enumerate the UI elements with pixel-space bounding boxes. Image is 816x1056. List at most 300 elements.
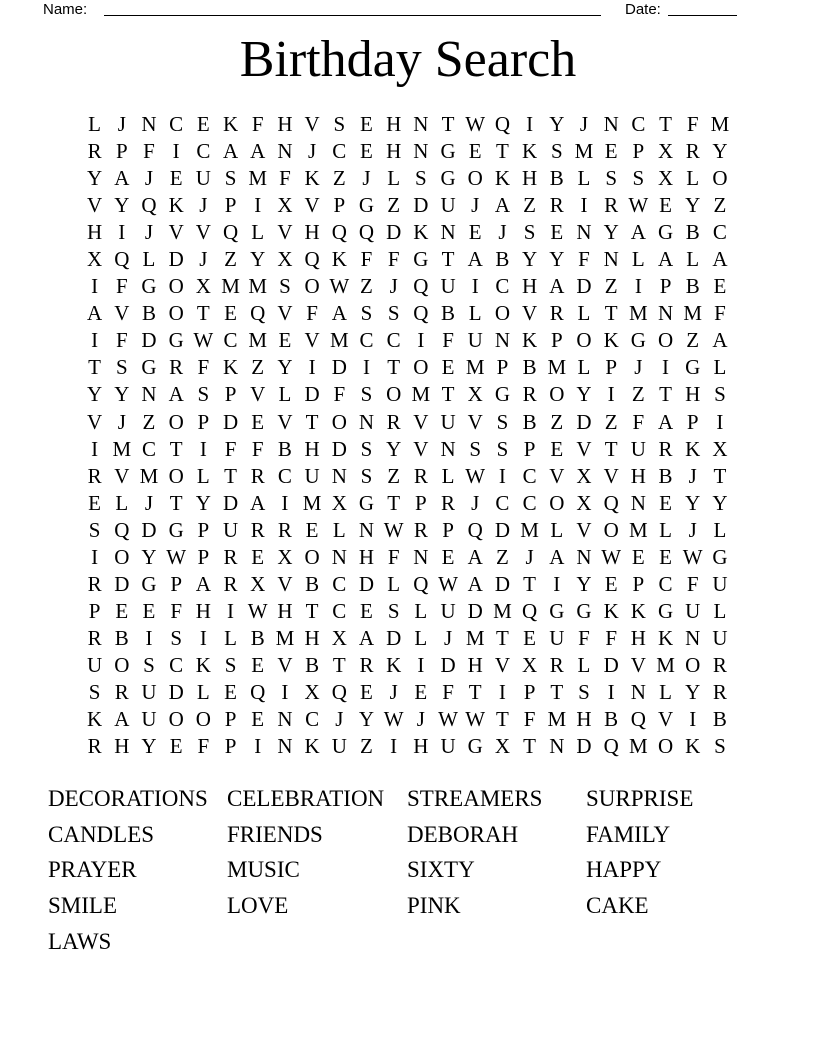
- grid-letter: R: [223, 571, 238, 596]
- grid-letter: L: [251, 220, 265, 245]
- grid-letter: L: [686, 247, 700, 272]
- grid-letter: Q: [114, 517, 130, 542]
- grid-letter: D: [576, 734, 592, 759]
- grid-letter: M: [629, 517, 648, 542]
- grid-letter: X: [304, 680, 320, 704]
- grid-letter: E: [196, 112, 210, 137]
- grid-letter: L: [577, 652, 591, 677]
- grid-letter: F: [279, 166, 291, 191]
- grid-letter: P: [197, 517, 210, 542]
- grid-letter: Y: [685, 490, 701, 515]
- grid-letter: N: [494, 328, 510, 353]
- grid-letter: V: [603, 463, 619, 488]
- word-item: STREAMERS: [407, 786, 543, 811]
- grid-letter: J: [579, 112, 589, 137]
- grid-letter: L: [686, 166, 700, 191]
- grid-letter: Y: [141, 734, 157, 759]
- word-item: PINK: [407, 893, 461, 919]
- grid-letter: D: [168, 247, 184, 272]
- grid-letter: S: [224, 166, 237, 191]
- grid-letter: I: [91, 544, 99, 569]
- grid-letter: W: [601, 544, 622, 569]
- grid-letter: R: [413, 463, 428, 488]
- grid-letter: N: [440, 436, 456, 461]
- grid-letter: S: [115, 355, 128, 380]
- grid-letter: A: [250, 139, 266, 164]
- grid-letter: Q: [522, 598, 538, 623]
- grid-letter: N: [141, 382, 157, 407]
- grid-letter: B: [712, 707, 727, 732]
- grid-letter: Y: [549, 247, 565, 272]
- grid-letter: Q: [331, 680, 347, 704]
- grid-letter: Z: [360, 274, 373, 299]
- grid-letter: G: [358, 490, 375, 515]
- grid-letter: O: [494, 301, 510, 326]
- grid-letter: A: [358, 625, 375, 650]
- grid-letter: C: [386, 328, 401, 353]
- grid-letter: M: [629, 301, 648, 326]
- grid-letter: N: [549, 734, 565, 759]
- grid-letter: H: [413, 734, 429, 759]
- grid-letter: A: [87, 301, 103, 326]
- grid-letter: M: [547, 355, 567, 380]
- grid-letter: O: [549, 382, 565, 407]
- grid-letter: N: [277, 707, 293, 732]
- grid-letter: M: [139, 463, 159, 488]
- grid-letter: N: [440, 220, 456, 245]
- grid-letter: P: [224, 707, 237, 732]
- grid-letter: H: [358, 544, 375, 569]
- grid-letter: D: [494, 517, 510, 542]
- grid-letter: C: [141, 436, 156, 461]
- word-list-column: [227, 781, 384, 924]
- grid-letter: Q: [304, 247, 320, 272]
- grid-letter: Z: [550, 409, 564, 434]
- grid-letter: G: [141, 355, 157, 380]
- grid-letter: B: [495, 247, 510, 272]
- grid-letter: Q: [494, 112, 510, 137]
- grid-letter: B: [549, 166, 564, 191]
- grid-letter: T: [169, 436, 183, 461]
- grid-letter: F: [115, 274, 128, 299]
- grid-letter: B: [522, 355, 537, 380]
- grid-letter: T: [604, 436, 618, 461]
- grid-letter: P: [496, 355, 509, 380]
- grid-letter: M: [248, 166, 268, 191]
- grid-letter: D: [576, 409, 592, 434]
- grid-letter: Y: [386, 436, 402, 461]
- grid-letter: A: [331, 301, 347, 326]
- grid-letter: Q: [222, 220, 239, 245]
- word-item: MUSIC: [227, 857, 300, 883]
- grid-letter: J: [525, 544, 534, 569]
- grid-letter: A: [712, 328, 728, 353]
- grid-letter: Y: [250, 247, 266, 272]
- grid-letter: W: [329, 274, 350, 299]
- grid-letter: G: [630, 328, 646, 353]
- grid-letter: Y: [522, 247, 538, 272]
- grid-letter: K: [603, 598, 619, 623]
- grid-letter: O: [304, 274, 320, 299]
- grid-letter: L: [278, 382, 292, 407]
- grid-letter: C: [169, 652, 184, 677]
- grid-letter: R: [712, 680, 727, 704]
- grid-letter: W: [465, 707, 486, 732]
- grid-letter: L: [713, 598, 727, 623]
- grid-letter: F: [333, 382, 346, 407]
- grid-letter: Z: [142, 409, 156, 434]
- grid-letter: L: [414, 625, 428, 650]
- grid-letter: A: [114, 166, 130, 191]
- grid-letter: K: [195, 652, 211, 677]
- grid-letter: N: [331, 544, 347, 569]
- grid-letter: P: [605, 355, 617, 380]
- grid-letter: L: [115, 490, 129, 515]
- grid-letter: V: [277, 652, 293, 677]
- grid-letter: F: [387, 544, 400, 569]
- grid-letter: T: [332, 652, 346, 677]
- grid-letter: C: [712, 220, 727, 245]
- grid-letter: P: [170, 571, 182, 596]
- grid-letter: I: [91, 328, 99, 353]
- grid-letter: C: [495, 490, 510, 515]
- grid-letter: E: [251, 707, 265, 732]
- grid-letter: F: [686, 112, 699, 137]
- grid-letter: K: [522, 328, 538, 353]
- grid-letter: F: [143, 139, 155, 164]
- grid-letter: W: [438, 707, 458, 732]
- grid-letter: S: [88, 680, 101, 704]
- grid-letter: G: [549, 598, 565, 623]
- grid-letter: D: [413, 193, 429, 218]
- grid-letter: W: [628, 193, 649, 218]
- grid-letter: D: [440, 652, 456, 677]
- grid-letter: R: [169, 355, 184, 380]
- grid-letter: R: [359, 652, 374, 677]
- grid-letter: T: [659, 112, 672, 137]
- grid-letter: I: [199, 436, 207, 461]
- word-item: LAWS: [48, 928, 112, 954]
- grid-letter: N: [413, 139, 429, 164]
- grid-letter: K: [222, 112, 239, 137]
- grid-letter: Q: [413, 301, 429, 326]
- grid-letter: R: [549, 652, 564, 677]
- grid-letter: V: [195, 220, 211, 245]
- grid-letter: I: [172, 139, 180, 164]
- grid-letter: T: [523, 734, 536, 759]
- grid-letter: E: [169, 166, 183, 191]
- grid-letter: W: [465, 463, 486, 488]
- grid-letter: L: [659, 680, 672, 704]
- grid-letter: K: [386, 652, 402, 677]
- grid-letter: Z: [332, 166, 346, 191]
- grid-letter: H: [277, 112, 293, 137]
- grid-letter: U: [331, 734, 347, 759]
- grid-letter: X: [277, 247, 293, 272]
- grid-letter: O: [685, 652, 701, 677]
- grid-letter: P: [442, 517, 454, 542]
- grid-letter: C: [332, 598, 347, 623]
- grid-letter: W: [438, 571, 458, 596]
- grid-letter: I: [526, 112, 534, 137]
- grid-letter: S: [714, 734, 726, 759]
- grid-letter: G: [467, 734, 483, 759]
- grid-letter: I: [281, 490, 289, 515]
- grid-letter: S: [197, 382, 210, 407]
- grid-letter: X: [195, 274, 211, 299]
- grid-letter: E: [550, 436, 564, 461]
- grid-letter: B: [658, 463, 673, 488]
- grid-letter: I: [662, 355, 670, 380]
- grid-letter: J: [471, 193, 480, 218]
- grid-letter: F: [578, 247, 590, 272]
- grid-letter: B: [114, 625, 129, 650]
- grid-letter: E: [441, 355, 455, 380]
- grid-letter: Y: [195, 490, 211, 515]
- grid-letter: X: [87, 247, 103, 272]
- grid-letter: G: [712, 544, 728, 569]
- grid-letter: E: [115, 598, 129, 623]
- grid-letter: J: [199, 247, 208, 272]
- grid-letter: F: [578, 625, 590, 650]
- grid-letter: T: [305, 409, 319, 434]
- grid-letter: P: [197, 544, 210, 569]
- grid-letter: P: [415, 490, 427, 515]
- grid-letter: M: [465, 625, 485, 650]
- grid-letter: X: [576, 463, 592, 488]
- grid-letter: N: [685, 625, 701, 650]
- grid-letter: T: [169, 490, 183, 515]
- grid-letter: S: [88, 517, 101, 542]
- grid-letter: Q: [358, 220, 375, 245]
- word-item: SMILE: [48, 893, 117, 919]
- grid-letter: D: [331, 436, 347, 461]
- grid-letter: E: [441, 544, 455, 569]
- grid-letter: S: [469, 436, 482, 461]
- grid-letter: X: [494, 734, 510, 759]
- grid-letter: P: [197, 409, 210, 434]
- grid-letter: P: [550, 328, 563, 353]
- grid-letter: T: [224, 463, 237, 488]
- grid-letter: E: [523, 625, 536, 650]
- grid-letter: S: [360, 463, 373, 488]
- grid-letter: F: [251, 436, 264, 461]
- grid-letter: N: [603, 112, 619, 137]
- grid-letter: D: [141, 328, 157, 353]
- grid-letter: E: [251, 652, 265, 677]
- grid-letter: P: [333, 193, 346, 218]
- grid-letter: T: [387, 490, 401, 515]
- grid-letter: Q: [603, 490, 619, 515]
- grid-letter: D: [467, 598, 483, 623]
- grid-letter: T: [495, 707, 509, 732]
- grid-letter: I: [227, 598, 235, 623]
- grid-letter: A: [630, 220, 646, 245]
- grid-letter: A: [549, 544, 565, 569]
- grid-letter: S: [496, 409, 509, 434]
- word-item: CELEBRATION: [227, 786, 385, 811]
- grid-letter: M: [112, 436, 132, 461]
- grid-letter: T: [441, 382, 455, 407]
- grid-letter: T: [495, 139, 509, 164]
- grid-letter: Y: [87, 166, 103, 191]
- grid-letter: Z: [604, 409, 618, 434]
- grid-letter: G: [657, 598, 674, 623]
- grid-letter: R: [386, 409, 401, 434]
- grid-letter: L: [441, 463, 455, 488]
- grid-letter: V: [114, 301, 130, 326]
- grid-letter: X: [657, 166, 674, 191]
- grid-letter: J: [117, 112, 126, 137]
- grid-letter: J: [634, 355, 643, 380]
- grid-letter: H: [576, 707, 592, 732]
- grid-letter: J: [144, 166, 154, 191]
- grid-letter: W: [465, 112, 486, 137]
- grid-letter: J: [199, 193, 208, 218]
- grid-letter: T: [305, 598, 319, 623]
- grid-letter: W: [193, 328, 214, 353]
- word-item: SURPRISE: [586, 786, 694, 811]
- grid-letter: U: [141, 680, 157, 704]
- grid-letter: U: [440, 734, 456, 759]
- grid-letter: N: [657, 301, 674, 326]
- grid-letter: G: [440, 166, 456, 191]
- grid-letter: B: [250, 625, 265, 650]
- grid-letter: G: [141, 571, 157, 596]
- grid-letter: A: [114, 707, 130, 732]
- name-date-row: [0, 0, 816, 20]
- grid-letter: U: [712, 571, 728, 596]
- grid-letter: I: [118, 220, 126, 245]
- grid-letter: O: [195, 707, 211, 732]
- grid-letter: J: [335, 707, 344, 732]
- grid-letter: C: [169, 112, 184, 137]
- grid-letter: V: [277, 571, 293, 596]
- word-item: FAMILY: [586, 821, 671, 847]
- grid-letter: F: [686, 571, 699, 596]
- grid-letter: K: [168, 193, 184, 218]
- grid-letter: P: [632, 571, 645, 596]
- grid-letter: E: [659, 193, 672, 218]
- grid-letter: V: [168, 220, 184, 245]
- grid-letter: K: [630, 598, 646, 623]
- grid-letter: K: [603, 328, 619, 353]
- grid-letter: R: [604, 193, 619, 218]
- grid-letter: M: [629, 734, 648, 759]
- grid-letter: N: [277, 734, 293, 759]
- grid-letter: W: [682, 544, 703, 569]
- grid-letter: S: [170, 625, 182, 650]
- grid-letter: T: [88, 355, 101, 380]
- grid-letter: R: [114, 680, 129, 704]
- grid-letter: Z: [387, 193, 401, 218]
- grid-letter: P: [523, 680, 536, 704]
- grid-letter: F: [442, 680, 454, 704]
- grid-letter: E: [713, 274, 727, 299]
- word-list-column: [407, 781, 542, 924]
- grid-letter: D: [304, 382, 320, 407]
- grid-letter: I: [91, 436, 99, 461]
- grid-letter: M: [221, 274, 240, 299]
- grid-letter: G: [141, 274, 157, 299]
- name-label: Name:: [43, 1, 88, 18]
- grid-letter: R: [87, 139, 102, 164]
- grid-letter: J: [308, 139, 317, 164]
- grid-letter: H: [304, 220, 320, 245]
- grid-letter: L: [631, 247, 645, 272]
- grid-letter: U: [440, 409, 456, 434]
- grid-letter: S: [387, 598, 400, 623]
- grid-letter: O: [168, 301, 184, 326]
- grid-letter: Y: [277, 355, 293, 380]
- grid-letter: Q: [413, 571, 429, 596]
- grid-letter: L: [332, 517, 346, 542]
- grid-letter: H: [386, 139, 402, 164]
- grid-letter: S: [714, 382, 726, 407]
- grid-letter: G: [576, 598, 592, 623]
- grid-letter: E: [88, 490, 101, 515]
- grid-letter: I: [607, 382, 615, 407]
- grid-letter: L: [142, 247, 156, 272]
- grid-letter: Y: [685, 680, 701, 704]
- grid-letter: M: [411, 382, 431, 407]
- grid-letter: S: [360, 382, 373, 407]
- grid-letter: E: [604, 571, 618, 596]
- grid-letter: K: [331, 247, 347, 272]
- grid-letter: I: [362, 355, 370, 380]
- grid-letter: R: [87, 463, 102, 488]
- grid-letter: T: [495, 625, 509, 650]
- grid-letter: R: [522, 382, 537, 407]
- grid-letter: K: [87, 707, 103, 732]
- grid-letter: B: [277, 436, 292, 461]
- grid-letter: I: [417, 328, 425, 353]
- grid-letter: N: [331, 463, 347, 488]
- grid-letter: J: [688, 463, 697, 488]
- grid-letter: V: [277, 220, 293, 245]
- grid-letter: H: [522, 274, 538, 299]
- grid-letter: A: [168, 382, 184, 407]
- grid-letter: V: [413, 436, 429, 461]
- grid-letter: O: [413, 355, 429, 380]
- grid-letter: E: [360, 139, 373, 164]
- grid-letter: X: [331, 490, 347, 515]
- grid-letter: F: [251, 112, 264, 137]
- grid-letter: U: [87, 652, 103, 677]
- grid-letter: C: [332, 139, 347, 164]
- grid-letter: L: [224, 625, 237, 650]
- grid-letter: Z: [631, 382, 645, 407]
- grid-letter: T: [441, 112, 455, 137]
- grid-letter: D: [331, 355, 347, 380]
- grid-letter: M: [574, 139, 594, 164]
- grid-letter: V: [549, 463, 565, 488]
- grid-letter: I: [716, 409, 724, 434]
- grid-letter: Y: [603, 220, 619, 245]
- grid-letter: J: [471, 490, 480, 515]
- grid-letter: D: [576, 274, 592, 299]
- grid-letter: I: [689, 707, 697, 732]
- grid-letter: P: [88, 598, 101, 623]
- grid-letter: X: [657, 139, 674, 164]
- grid-letter: E: [360, 598, 373, 623]
- word-item: SIXTY: [407, 857, 475, 883]
- grid-letter: Y: [87, 382, 103, 407]
- grid-letter: Y: [712, 490, 728, 515]
- grid-letter: R: [549, 193, 564, 218]
- grid-letter: P: [686, 409, 699, 434]
- grid-letter: K: [685, 436, 701, 461]
